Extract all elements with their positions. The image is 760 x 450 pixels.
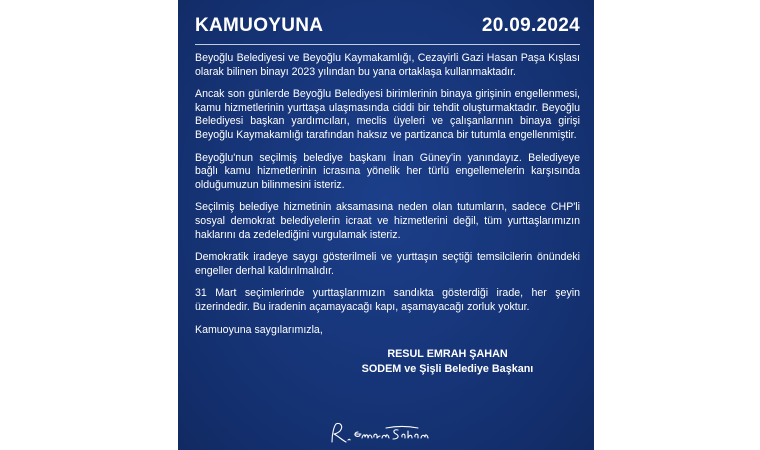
statement-card: [178, 0, 594, 450]
paragraph-1: Beyoğlu Belediyesi ve Beyoğlu Kaymakamlığı, Cezayirli Gazi Hasan Paşa Kışlası olarak bilinen binayı 2023 yılından bu yana ortaklaşa kullanmaktadır.: [195, 52, 580, 78]
paragraph-3: Beyoğlu'nun seçilmiş belediye başkanı İnan Güney'in yanındayız. Belediyeye bağlı kamu hizmetlerinin icrasına yönelik her türlü engellemelerin karşısında olduğumuzun bilinmesini isteriz.: [195, 151, 580, 191]
statement-date: 20.09.2024: [481, 15, 580, 36]
closing-line: Kamuoyuna saygılarımızla,: [195, 323, 323, 336]
paragraph-6: 31 Mart seçimlerinde yurttaşlarımızın sandıkta gösterdiği irade, her şeyin üzerindedir. Bu iradenin açamayacağı kapı, aşamayacağı zorluk yoktur.: [195, 287, 580, 313]
handwritten-signature: [326, 420, 436, 448]
paragraph-5: Demokratik iradeye saygı gösterilmeli ve yurttaşın seçtiği temsilcilerin önündeki engeller derhal kaldırılmalıdır.: [195, 251, 580, 277]
signatory-block: [315, 347, 580, 377]
paragraph-2: Ancak son günlerde Beyoğlu Belediyesi birimlerinin binaya girişinin engellenmesi, kamu hizmetlerinin yurttaşa ulaşmasında ciddi bir tehdit oluşturmaktadır. Beyoğlu Belediyesi başkan yardımcıları, meclis üyeleri ve çalışanlarının binaya girişi Beyoğlu Kaymakamlığı tarafından haksız ve partizanca bir tutumla engellenmiştir.: [195, 88, 580, 141]
header-divider: [195, 44, 580, 45]
statement-body: [195, 52, 580, 377]
signatory-title: SODEM ve Şişli Belediye Başkanı: [361, 363, 534, 376]
statement-header: [195, 14, 580, 38]
statement-title: KAMUOYUNA: [195, 15, 324, 36]
paragraph-4: Seçilmiş belediye hizmetinin aksamasına neden olan tutumların, sadece CHP'li sosyal demokrat belediyelerin icraat ve hizmetlerini değil, tüm yurttaşlarımızın haklarını da zedelediğini vurgulamak isteriz.: [195, 201, 580, 241]
signatory-name: RESUL EMRAH ŞAHAN: [387, 348, 508, 361]
